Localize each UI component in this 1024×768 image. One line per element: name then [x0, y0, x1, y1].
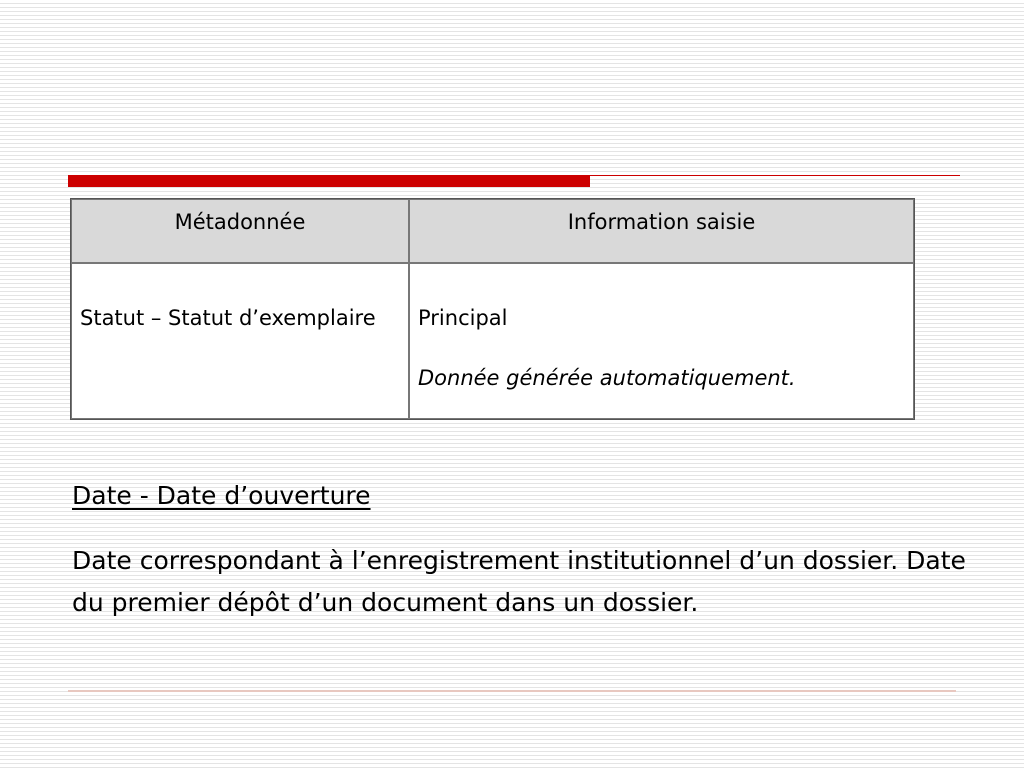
accent-line [590, 175, 960, 176]
bottom-rule [68, 690, 956, 692]
metadata-cell: Statut – Statut d’exemplaire [71, 263, 409, 419]
section-body: Date correspondant à l’enregistrement institutionnel d’un dossier. Date du premier dépôt d’un document dans un dossier. [72, 546, 966, 617]
column-header-information: Information saisie [409, 199, 914, 263]
section-heading: Date - Date d’ouverture [72, 481, 371, 510]
metadata-table [70, 198, 915, 420]
information-note: Donnée générée automatiquement. [418, 366, 796, 390]
information-value: Principal [418, 306, 508, 330]
table-row [71, 263, 914, 419]
table-header-row [71, 199, 914, 263]
accent-bar [68, 175, 590, 187]
information-cell [409, 263, 914, 419]
column-header-metadata: Métadonnée [71, 199, 409, 263]
